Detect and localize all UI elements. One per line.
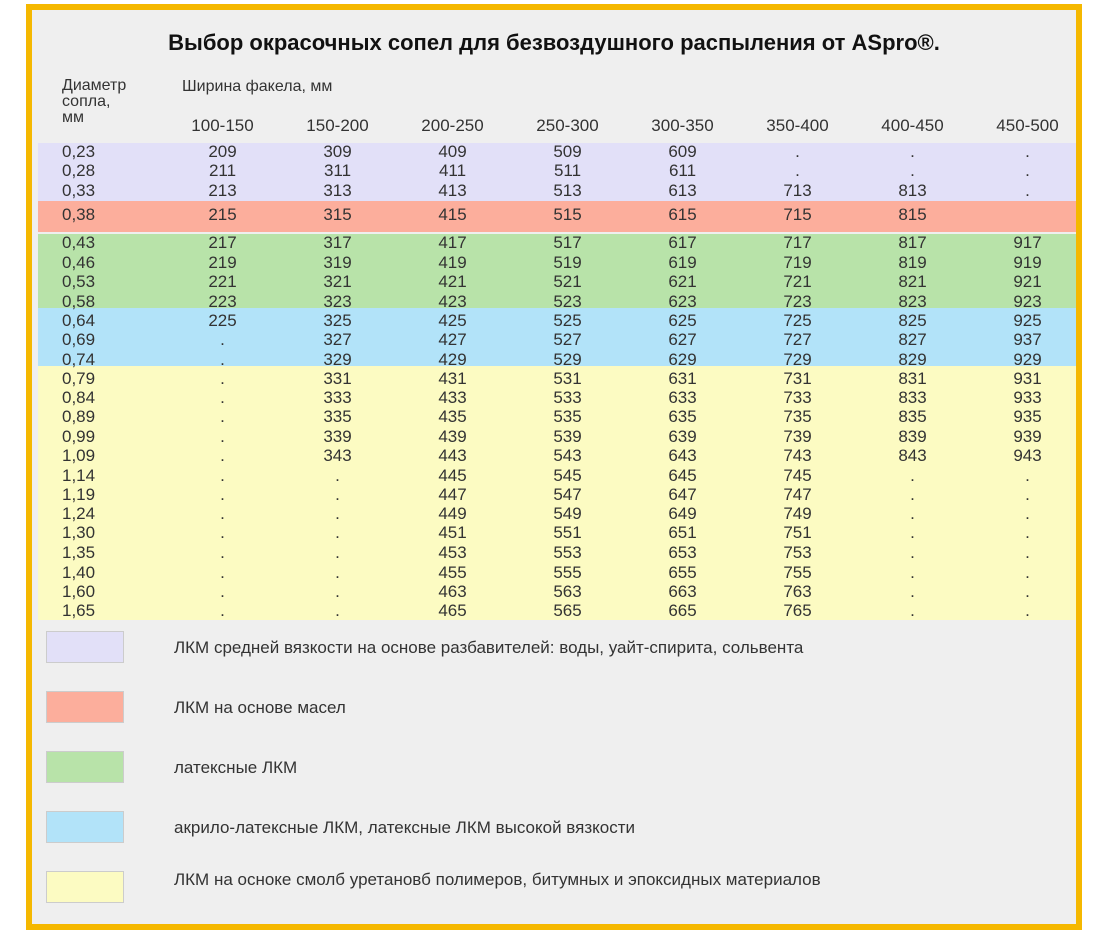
nozzle-code-cell: 819 (898, 253, 927, 272)
diameter-cell: 1,19 (62, 485, 96, 504)
nozzle-code-cell: 751 (783, 523, 812, 542)
nozzle-code-cell: 621 (668, 272, 697, 291)
nozzle-code-cell: . (220, 388, 225, 407)
nozzle-code-cell: 753 (783, 543, 812, 562)
table-row (32, 311, 1076, 331)
legend-text: латексные ЛКМ (174, 758, 298, 777)
nozzle-code-cell: 515 (553, 205, 582, 224)
nozzle-code-cell: 717 (783, 233, 812, 252)
nozzle-code-cell: 509 (553, 142, 582, 161)
column-header: 350-400 (766, 116, 829, 135)
nozzle-code-cell: 623 (668, 292, 697, 311)
nozzle-code-cell: 527 (553, 330, 582, 349)
nozzle-code-cell: 655 (668, 563, 697, 582)
nozzle-code-cell: 925 (1013, 311, 1042, 330)
nozzle-code-cell: 731 (783, 369, 812, 388)
diameter-cell: 0,58 (62, 292, 96, 311)
diameter-cell: 0,43 (62, 233, 96, 252)
diameter-cell: 0,84 (62, 388, 96, 407)
nozzle-code-cell: 315 (323, 205, 352, 224)
nozzle-code-cell: 615 (668, 205, 697, 224)
table-row (32, 485, 1076, 505)
nozzle-code-cell: 923 (1013, 292, 1042, 311)
nozzle-code-cell: . (910, 504, 915, 523)
nozzle-code-cell: 643 (668, 446, 697, 465)
column-header: 200-250 (421, 116, 484, 135)
nozzle-code-cell: . (335, 485, 340, 504)
nozzle-code-cell: 447 (438, 485, 467, 504)
nozzle-code-cell: . (1025, 181, 1030, 200)
legend-text: ЛКМ на осноке смолб уретановб полимеров, битумных и эпоксидных материалов (174, 870, 821, 889)
nozzle-code-cell: 435 (438, 407, 467, 426)
nozzle-code-cell: . (335, 582, 340, 601)
nozzle-code-cell: 327 (323, 330, 352, 349)
diameter-cell: 1,65 (62, 601, 96, 620)
diameter-cell: 1,09 (62, 446, 96, 465)
nozzle-code-cell: . (220, 466, 225, 485)
legend-text: ЛКМ средней вязкости на основе разбавителей: воды, уайт-спирита, сольвента (174, 638, 804, 657)
nozzle-code-cell: 333 (323, 388, 352, 407)
nozzle-code-cell: 747 (783, 485, 812, 504)
nozzle-code-cell: . (1025, 563, 1030, 582)
diameter-cell: 0,38 (62, 205, 96, 224)
nozzle-code-cell: 843 (898, 446, 927, 465)
table-frame (26, 4, 1082, 930)
nozzle-code-cell: 445 (438, 466, 467, 485)
legend-swatch-salmon (46, 691, 124, 723)
nozzle-code-cell: 313 (323, 181, 352, 200)
nozzle-code-cell: . (1025, 601, 1030, 620)
nozzle-code-cell: 219 (208, 253, 237, 272)
nozzle-code-cell: 309 (323, 142, 352, 161)
nozzle-code-cell: 563 (553, 582, 582, 601)
nozzle-code-cell: 749 (783, 504, 812, 523)
table-row (32, 350, 1076, 370)
nozzle-code-cell: . (910, 466, 915, 485)
nozzle-code-cell: 713 (783, 181, 812, 200)
nozzle-code-cell: 729 (783, 350, 812, 369)
diameter-cell: 1,30 (62, 523, 96, 542)
nozzle-code-cell: 943 (1013, 446, 1042, 465)
table-row (32, 427, 1076, 447)
nozzle-code-cell: 647 (668, 485, 697, 504)
nozzle-code-cell: 631 (668, 369, 697, 388)
nozzle-code-cell: 311 (323, 161, 352, 180)
nozzle-code-cell: 211 (208, 161, 237, 180)
nozzle-code-cell: . (220, 485, 225, 504)
nozzle-code-cell: 831 (898, 369, 927, 388)
nozzle-code-cell: 419 (438, 253, 467, 272)
nozzle-code-cell: 937 (1013, 330, 1042, 349)
nozzle-code-cell: 331 (323, 369, 352, 388)
nozzle-code-cell: 463 (438, 582, 467, 601)
nozzle-code-cell: 213 (208, 181, 237, 200)
nozzle-code-cell: . (1025, 142, 1030, 161)
nozzle-code-cell: 823 (898, 292, 927, 311)
legend-text: акрило-латексные ЛКМ, латексные ЛКМ высокой вязкости (174, 818, 636, 837)
nozzle-code-cell: 439 (438, 427, 467, 446)
nozzle-code-cell: 649 (668, 504, 697, 523)
nozzle-code-cell: 411 (438, 161, 467, 180)
table-row (32, 205, 1076, 225)
nozzle-code-cell: . (220, 446, 225, 465)
nozzle-code-cell: 343 (323, 446, 352, 465)
nozzle-code-cell: 423 (438, 292, 467, 311)
nozzle-code-cell: 833 (898, 388, 927, 407)
diameter-cell: 0,99 (62, 427, 96, 446)
diameter-cell: 0,33 (62, 181, 96, 200)
nozzle-code-cell: 215 (208, 205, 237, 224)
nozzle-code-cell: 813 (898, 181, 927, 200)
nozzle-code-cell: . (220, 504, 225, 523)
nozzle-code-cell: 727 (783, 330, 812, 349)
nozzle-code-cell: . (1025, 466, 1030, 485)
nozzle-code-cell: . (910, 601, 915, 620)
nozzle-code-cell: . (1025, 504, 1030, 523)
nozzle-code-cell: 835 (898, 407, 927, 426)
table-row (32, 253, 1076, 273)
nozzle-code-cell: 555 (553, 563, 582, 582)
nozzle-code-cell: 339 (323, 427, 352, 446)
nozzle-code-cell: 715 (783, 205, 812, 224)
nozzle-code-cell: 521 (553, 272, 582, 291)
diameter-cell: 0,89 (62, 407, 96, 426)
nozzle-code-cell: 539 (553, 427, 582, 446)
nozzle-code-cell: 431 (438, 369, 467, 388)
nozzle-code-cell: . (335, 466, 340, 485)
nozzle-code-cell: 465 (438, 601, 467, 620)
nozzle-code-cell: 653 (668, 543, 697, 562)
nozzle-code-cell: 429 (438, 350, 467, 369)
nozzle-code-cell: 451 (438, 523, 467, 542)
nozzle-code-cell: . (910, 142, 915, 161)
nozzle-code-cell: 921 (1013, 272, 1042, 291)
table-row (32, 388, 1076, 408)
table-row (32, 563, 1076, 583)
nozzle-code-cell: 651 (668, 523, 697, 542)
nozzle-code-cell: 525 (553, 311, 582, 330)
nozzle-code-cell: 633 (668, 388, 697, 407)
nozzle-code-cell: 627 (668, 330, 697, 349)
nozzle-code-cell: 513 (553, 181, 582, 200)
nozzle-code-cell: . (1025, 523, 1030, 542)
nozzle-code-cell: 745 (783, 466, 812, 485)
nozzle-code-cell: 645 (668, 466, 697, 485)
nozzle-code-cell: 739 (783, 427, 812, 446)
nozzle-code-cell: . (910, 582, 915, 601)
nozzle-code-cell: . (220, 523, 225, 542)
nozzle-code-cell: . (910, 161, 915, 180)
nozzle-code-cell: . (335, 523, 340, 542)
nozzle-code-cell: 725 (783, 311, 812, 330)
column-header: 250-300 (536, 116, 599, 135)
nozzle-code-cell: . (1025, 543, 1030, 562)
nozzle-code-cell: . (220, 350, 225, 369)
nozzle-code-cell: 549 (553, 504, 582, 523)
diameter-cell: 0,79 (62, 369, 96, 388)
nozzle-code-cell: 323 (323, 292, 352, 311)
nozzle-code-cell: . (910, 523, 915, 542)
nozzle-code-cell: 511 (553, 161, 582, 180)
nozzle-code-cell: 335 (323, 407, 352, 426)
nozzle-code-cell: . (220, 543, 225, 562)
nozzle-code-cell: 449 (438, 504, 467, 523)
nozzle-code-cell: 829 (898, 350, 927, 369)
diameter-cell: 0,69 (62, 330, 96, 349)
nozzle-code-cell: 919 (1013, 253, 1042, 272)
column-header: 450-500 (996, 116, 1059, 135)
nozzle-code-cell: 815 (898, 205, 927, 224)
diameter-header-line: Диаметр (62, 77, 127, 94)
table-row (32, 407, 1076, 427)
table-row (32, 161, 1076, 181)
nozzle-code-cell: 321 (323, 272, 352, 291)
nozzle-code-cell: 619 (668, 253, 697, 272)
nozzle-code-cell: 417 (438, 233, 467, 252)
nozzle-code-cell: 719 (783, 253, 812, 272)
legend-text: ЛКМ на основе масел (174, 698, 346, 717)
nozzle-code-cell: 721 (783, 272, 812, 291)
nozzle-code-cell: 735 (783, 407, 812, 426)
nozzle-code-cell: 529 (553, 350, 582, 369)
page-title: Выбор окрасочных сопел для безвоздушного распыления от ASpro®. (168, 30, 940, 55)
table-row (32, 369, 1076, 389)
legend-swatch-green (46, 751, 124, 783)
nozzle-code-cell: 551 (553, 523, 582, 542)
nozzle-code-cell: 827 (898, 330, 927, 349)
nozzle-code-cell: 225 (208, 311, 237, 330)
nozzle-code-cell: 733 (783, 388, 812, 407)
nozzle-code-cell: 765 (783, 601, 812, 620)
nozzle-code-cell: 427 (438, 330, 467, 349)
nozzle-code-cell: 939 (1013, 427, 1042, 446)
table-row (32, 523, 1076, 543)
nozzle-code-cell: 517 (553, 233, 582, 252)
nozzle-code-cell: 523 (553, 292, 582, 311)
table-row (32, 543, 1076, 563)
nozzle-code-cell: 519 (553, 253, 582, 272)
diameter-cell: 0,53 (62, 272, 96, 291)
diameter-cell: 0,74 (62, 350, 96, 369)
diameter-cell: 1,35 (62, 543, 96, 562)
column-header: 150-200 (306, 116, 369, 135)
diameter-header (62, 78, 126, 126)
nozzle-code-cell: 221 (208, 272, 237, 291)
nozzle-code-cell: 415 (438, 205, 467, 224)
nozzle-code-cell: 413 (438, 181, 467, 200)
nozzle-code-cell: . (220, 427, 225, 446)
nozzle-code-cell: . (220, 407, 225, 426)
nozzle-code-cell: 613 (668, 181, 697, 200)
nozzle-code-cell: 639 (668, 427, 697, 446)
nozzle-code-cell: 825 (898, 311, 927, 330)
nozzle-code-cell: 635 (668, 407, 697, 426)
nozzle-code-cell: 319 (323, 253, 352, 272)
table-row (32, 601, 1076, 621)
nozzle-code-cell: 625 (668, 311, 697, 330)
table-row (32, 272, 1076, 292)
table-row (32, 233, 1076, 253)
nozzle-code-cell: . (1025, 485, 1030, 504)
nozzle-code-cell: 817 (898, 233, 927, 252)
nozzle-code-cell: 217 (208, 233, 237, 252)
diameter-cell: 0,23 (62, 142, 96, 161)
nozzle-code-cell: 617 (668, 233, 697, 252)
nozzle-code-cell: . (335, 504, 340, 523)
nozzle-code-cell: 443 (438, 446, 467, 465)
nozzle-code-cell: 433 (438, 388, 467, 407)
diameter-header-line: мм (62, 109, 84, 126)
diameter-cell: 1,60 (62, 582, 96, 601)
nozzle-code-cell: 533 (553, 388, 582, 407)
nozzle-code-cell: . (795, 161, 800, 180)
nozzle-code-cell: . (220, 330, 225, 349)
nozzle-code-cell: . (220, 601, 225, 620)
table-row (32, 504, 1076, 524)
nozzle-code-cell: 821 (898, 272, 927, 291)
nozzle-code-cell: 543 (553, 446, 582, 465)
nozzle-code-cell: . (910, 543, 915, 562)
nozzle-code-cell: 425 (438, 311, 467, 330)
nozzle-code-cell: . (1025, 161, 1030, 180)
diameter-cell: 1,40 (62, 563, 96, 582)
nozzle-code-cell: . (220, 582, 225, 601)
table-row (32, 446, 1076, 466)
nozzle-code-cell: 755 (783, 563, 812, 582)
nozzle-code-cell: . (910, 485, 915, 504)
nozzle-code-cell: . (1025, 582, 1030, 601)
nozzle-code-cell: 455 (438, 563, 467, 582)
diameter-cell: 0,46 (62, 253, 96, 272)
diameter-cell: 1,14 (62, 466, 96, 485)
legend-swatch-yellow (46, 871, 124, 903)
nozzle-code-cell: 839 (898, 427, 927, 446)
diameter-cell: 0,64 (62, 311, 96, 330)
table-row (32, 292, 1076, 312)
nozzle-code-cell: . (910, 563, 915, 582)
nozzle-code-cell: 665 (668, 601, 697, 620)
nozzle-code-cell: 743 (783, 446, 812, 465)
legend-swatch-blue (46, 811, 124, 843)
table-row (32, 142, 1076, 162)
diameter-cell: 1,24 (62, 504, 96, 523)
nozzle-code-cell: . (335, 543, 340, 562)
nozzle-code-cell: 611 (668, 161, 697, 180)
nozzle-code-cell: 609 (668, 142, 697, 161)
nozzle-code-cell: 553 (553, 543, 582, 562)
nozzle-code-cell: 535 (553, 407, 582, 426)
nozzle-code-cell: 935 (1013, 407, 1042, 426)
nozzle-code-cell: . (795, 142, 800, 161)
nozzle-code-cell: 763 (783, 582, 812, 601)
nozzle-code-cell: 723 (783, 292, 812, 311)
nozzle-code-cell: 933 (1013, 388, 1042, 407)
table-row (32, 330, 1076, 350)
column-header: 300-350 (651, 116, 714, 135)
nozzle-code-cell: 453 (438, 543, 467, 562)
nozzle-code-cell: 547 (553, 485, 582, 504)
nozzle-code-cell: 421 (438, 272, 467, 291)
nozzle-code-cell: 317 (323, 233, 352, 252)
nozzle-code-cell: 629 (668, 350, 697, 369)
nozzle-code-cell: 329 (323, 350, 352, 369)
width-header: Ширина факела, мм (182, 78, 333, 95)
nozzle-code-cell: 931 (1013, 369, 1042, 388)
nozzle-code-cell: 565 (553, 601, 582, 620)
nozzle-code-cell: 223 (208, 292, 237, 311)
nozzle-code-cell: 917 (1013, 233, 1042, 252)
nozzle-code-cell: 545 (553, 466, 582, 485)
nozzle-code-cell: 929 (1013, 350, 1042, 369)
table-row (32, 181, 1076, 201)
nozzle-code-cell: 209 (208, 142, 237, 161)
column-header: 400-450 (881, 116, 944, 135)
nozzle-code-cell: 409 (438, 142, 467, 161)
table-row (32, 466, 1076, 486)
nozzle-code-cell: 531 (553, 369, 582, 388)
nozzle-code-cell: . (335, 601, 340, 620)
nozzle-code-cell: 663 (668, 582, 697, 601)
column-header: 100-150 (191, 116, 254, 135)
nozzle-code-cell: . (220, 369, 225, 388)
legend-swatch-lavender (46, 631, 124, 663)
nozzle-code-cell: . (335, 563, 340, 582)
diameter-cell: 0,28 (62, 161, 96, 180)
nozzle-code-cell: . (220, 563, 225, 582)
nozzle-code-cell: 325 (323, 311, 352, 330)
diameter-header-line: сопла, (62, 93, 111, 110)
table-row (32, 582, 1076, 602)
